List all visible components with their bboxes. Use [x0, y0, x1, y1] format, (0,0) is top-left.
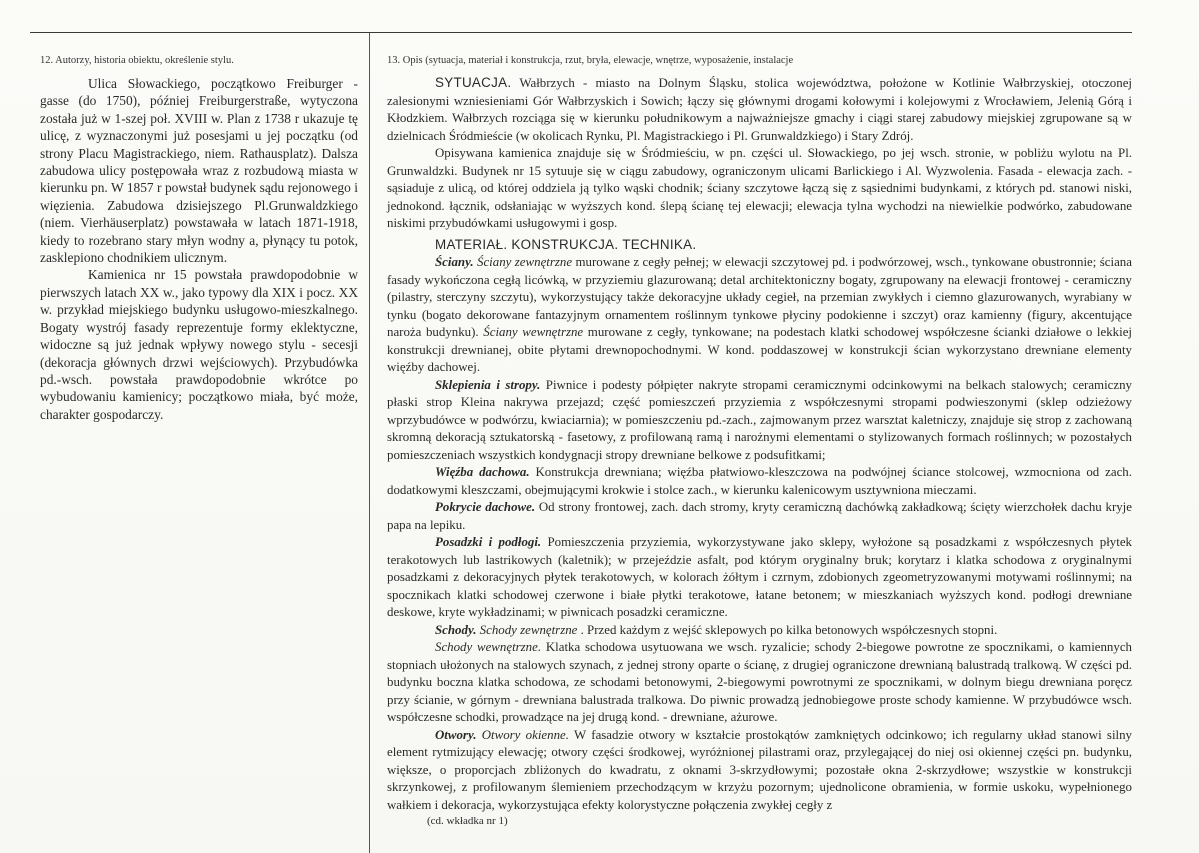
history-paragraph-1: Ulica Słowackiego, początkowo Freiburger - gasse (do 1750), później Freiburgerstraße, wytyczona została już w 1-szej poł. XVIII w. Plan z 1738 r ukazuje tę ulicę, z wyznaczonymi już posesjami u jej początku (od strony Placu Magistrackiego, niem. Rathausplatz). Dalsza zabudowa ulicy postępowała wraz z rozbudową miasta w kierunku pn. W 1857 r powstał budynek sądu rejonowego i więzienia. Zabudowa dzisiejszego Pl.Grunwaldzkiego (niem. Vierhäuserplatz) powstawała w latach 1871-1918, kiedy to rozebrano stary młyn wodny a, płynący tu potok, zasklepiono chodnikiem ulicznym. — [40, 76, 358, 266]
material-heading: MATERIAŁ. KONSTRUKCJA. TECHNIKA. — [435, 236, 697, 252]
column-divider — [369, 33, 370, 853]
vaults-label: Sklepienia i stropy. — [435, 377, 541, 392]
stairs-label: Schody. — [435, 622, 477, 637]
stairs-exterior-label: Schody zewnętrzne — [479, 622, 578, 637]
openings-paragraph — [387, 727, 1132, 815]
section-12-header: 12. Autorzy, historia obiektu, określenie stylu. — [40, 55, 234, 66]
stairs-interior-label: Schody wewnętrzne. — [435, 640, 542, 654]
floors-text: Pomieszczenia przyziemia, wykorzystywane jako sklepy, wyłożone są posadzkami z współczesnych płytek terakotowych lub lastrikowych (kaletnik); w przejeździe asfalt, pod którym oryginalny bruk; korytarz i klatka schodowa z oryginalnymi posadzkami z dekoracyjnych płytek terakotowych, w kolorach żółtym i czrnym, zdobionych zgeometryzowanymi motywami roślinnymi; na spocznikach klatki schodowej czerwone i białe płytki terakotowe, łatane betonem; w mieszkaniach wyższych kond. podłogi drewniane deskowe, kryte wykładzinami; w piwnicach posadzki ceramiczne. — [387, 535, 1132, 619]
walls-text-1: murowane z cegły pełnej; w elewacji szczytowej pd. i podwórzowej, wsch., tynkowane obustronnie; ściana fasady wykończona cegłą licówką, w przyziemiu glazurowaną; detal architektoniczny bogaty, zgrupowany na elewacji frontowej - ceramiczny (pilastry, sterczyny szczytu), wykorzystujący także dekoracyjne układy cegieł, na przemian zwykłych i ciemno glazurowanych, wyrabiany w tynku (bogato dekorowane fantazyjnym ornamentem roślinnym tynkowe płyciny podokienne i szczyt) oraz kamienny (figury, akcentujące naroża budynku). — [387, 255, 1132, 339]
roof-paragraph — [387, 499, 1132, 534]
walls-paragraph — [387, 254, 1132, 377]
vaults-text: Piwnice i podesty półpięter nakryte stropami ceramicznymi odcinkowymi na belkach stalowych; ceramiczny płaski strop Kleina nakrywa przejazd; część pomieszczeń przyziemia z współczesnymi stropami podwieszonymi (sklep odzieżowy wprzybudówce w podwórzu, kwiaciarnia); w pomieszczeniu pd.-zach., zajmowanym przez warsztat kaletniczy, znajduje się strop z zachowaną skromną dekoracją sztukatorską - fasetowy, z profilowaną ramą i narożnymi elementami o stylizowanych formach roślinnych; w pozostałych pomieszczeniach wszystkich kondygnacji stropy drewniane belkowe z podsufitkami; — [387, 377, 1132, 462]
roof-text: Od strony frontowej, zach. dach stromy, kryty ceramiczną dachówką zakładkową; ścięty wierzchołek dachu kryje papa na lepiku. — [387, 500, 1132, 532]
walls-text-2: murowane z cegły, tynkowane; na podestach klatki schodowej współczesne ścianki działowe o lekkiej konstrukcji drewnianej, obite płytami drewnopochodnymi. W kond. poddaszowej w konstrukcji ścian wykorzystano drewniane elementy więźby dachowej. — [387, 325, 1133, 374]
openings-label: Otwory. — [435, 727, 477, 742]
stairs-interior-text: Klatka schodowa usytuowana we wsch. ryzalicie; schody 2-biegowe powrotne ze spocznikami, o kamiennych stopniach ułożonych na stalowych szynach, z jednej strony oparte o ścianę, z drugiej ograniczone drewnianą balustradą tralkową. W części pd. budynku boczna klatka schodowa, ze schodami betonowymi, 2-biegowymi powrotnymi ze spocznikami, w dolnym biegu drewniana poręcz przy ścianie, w górnym - drewniana balustrada tralkowa. Do piwnic prowadzą jednobiegowe proste schody kamienne. W przybudówce wsch. współczesne schodki, prowadzące na jej drugą kond. - drewniane, ażurowe. — [387, 640, 1132, 724]
walls-interior-label: Ściany wewnętrzne — [483, 325, 584, 339]
material-heading-line — [387, 236, 1132, 255]
vaults-paragraph — [387, 377, 1132, 465]
openings-text: W fasadzie otwory w kształcie prostokątów zamkniętych odcinkowo; ich regularny układ stanowi silny element rytmizujący elewację; otwory części środkowej, wyróżnionej pilastrami oraz, przylegającej do niej osi okiennej części pn. budynku, większe, o proporcjach zbliżonych do kwadratu, z oknami 3-skrzydłowymi; pozostałe okna 2-skrzydłowe; wszystkie w konstrukcji skrzynkowej, z profilowanym ślemieniem przechodzącym w krzyżu pozornym; ujednolicone obramienia, w formie uskoku, wypełnionego wałkiem i dekoracja, wykorzystująca efekty kolorystyczne połączenia zwykłej cegły z — [387, 727, 1133, 812]
roof-label: Pokrycie dachowe. — [435, 500, 536, 514]
floors-paragraph — [387, 534, 1132, 622]
walls-label: Ściany. — [435, 255, 474, 269]
stairs-exterior-text: . Przed każdym z wejść sklepowych po kilka betonowych współczesnych stopni. — [577, 622, 998, 637]
situation-paragraph-2: Opisywana kamienica znajduje się w Śródmieściu, w pn. części ul. Słowackiego, po jej wsch. stronie, w pobliżu wylotu na Pl. Grunwaldzki. Budynek nr 15 sytuuje się w ciągu zabudowy, ograniczonym ulicami Barlickiego i Al. Wyzwolenia. Fasada - elewacja zach. - sąsiaduje z ulicą, od której oddziela ją tylko wąski chodnik; ściany szczytowe łączą się z sąsiednimi budynkami, z których pd. stanowi niski, jednokond. łącznik, odsłaniając w wyższych kond. ślepą ścianę tej elewacji; elewacja tylna wychodzi na niewielkie podwórko, zabudowane niskimi przybudówkami usługowymi i gosp. — [387, 146, 1132, 230]
truss-text: Konstrukcja drewniana; więźba płatwiowo-kleszczowa na podwójnej ściance stolcowej, wzmocniona od zach. dodatkowymi kleszczami, obejmującymi krokwie i stolce zach., w kierunku kalenicowym usztywniona mieczami. — [387, 465, 1132, 497]
floors-label: Posadzki i podłogi. — [435, 535, 542, 549]
stairs-exterior-paragraph — [387, 622, 1132, 640]
history-paragraph-2: Kamienica nr 15 powstała prawdopodobnie w pierwszych latach XX w., jako typowy dla XIX i pocz. XX w. przykład miejskiego budynku usługowo-mieszkalnego. Bogaty wystrój fasady reprezentuje formy eklektyczne, widoczne są już jednak wpływy nowego stylu - secesji (dekoracja głównych drzwi wejściowych). Przybudówka pd.-wsch. powstała prawdopodobnie wkrótce po wybudowaniu kamienicy; początkowo miała, być może, charakter gospodarczy. — [40, 267, 358, 422]
situation-text-1: Wałbrzych - miasto na Dolnym Śląsku, stolica województwa, położone w Kotlinie Wałbrzyskiej, otoczonej zalesionymi wzniesieniami Gór Wałbrzyskich i Sowich; łączy się głównymi drogami kołowymi i kolejowymi z Wrocławiem, Jelenią Górą i Kłodzkiem. Wałbrzych rozciąga się w kierunku południkowym a najważniejsze gmachy i ciągi starej zabudowy miejskiej zgrupowane są w dzielnicach Śródmieście (w okolicach Rynku, Pl. Magistrackiego i Pl. Grunwaldzkiego) i Stary Zdrój. — [387, 76, 1132, 143]
section-13-header: 13. Opis (sytuacja, materiał i konstrukcja, rzut, bryła, elewacje, wnętrze, wyposażenie, instalacje — [387, 55, 794, 66]
truss-paragraph — [387, 464, 1132, 499]
stairs-interior-paragraph — [387, 639, 1132, 727]
left-column — [40, 54, 358, 423]
right-column — [387, 54, 1132, 828]
walls-exterior-label: Ściany zewnętrzne — [477, 255, 573, 269]
truss-label: Więźba dachowa. — [435, 465, 530, 479]
continued-note: (cd. wkładka nr 1) — [427, 815, 508, 827]
situation-heading: SYTUACJA. — [435, 75, 512, 90]
openings-window-label: Otwory okienne. — [481, 727, 569, 742]
situation-paragraph-1 — [387, 74, 1132, 145]
top-rule — [30, 32, 1132, 33]
